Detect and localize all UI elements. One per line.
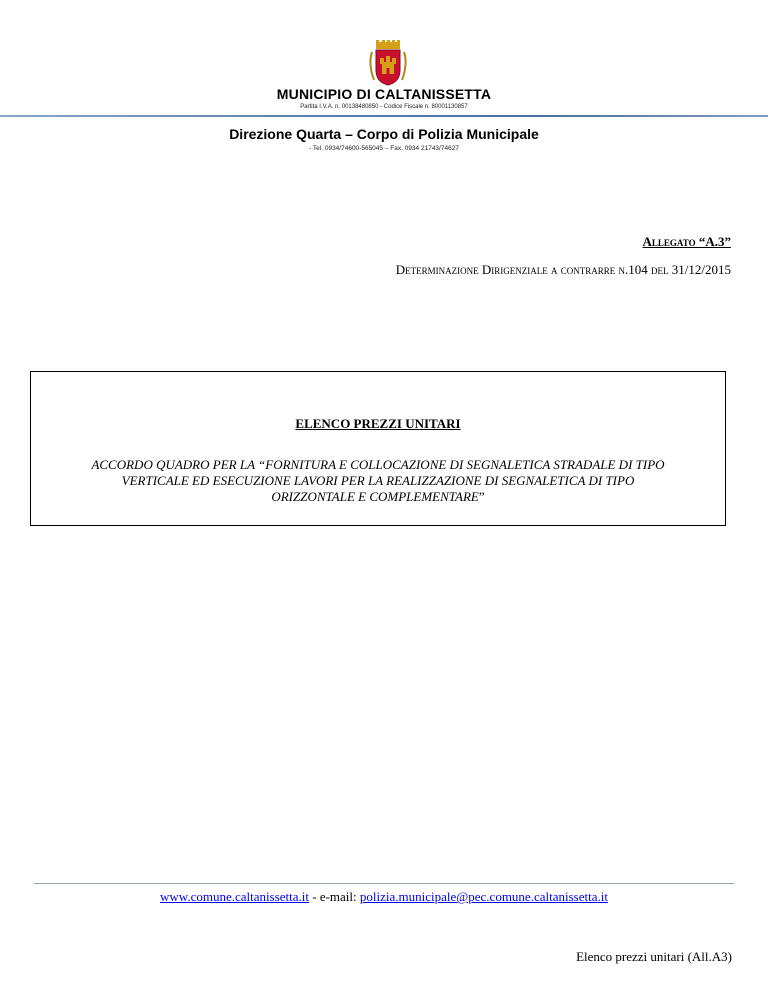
email-separator: - e-mail: (309, 889, 360, 904)
attachment-label: Allegato “A.3” (642, 234, 731, 249)
determination-reference: Determinazione Dirigenziale a contrarre n.104 del 31/12/2015 (395, 262, 731, 277)
box-title: ELENCO PREZZI UNITARI (295, 416, 461, 431)
description-line: VERTICALE ED ESECUZIONE LAVORI PER LA REALIZZAZIONE DI SEGNALETICA DI TIPO (121, 473, 635, 488)
title-box (30, 371, 726, 526)
department-title: Direzione Quarta – Corpo di Polizia Municipale (229, 126, 539, 142)
box-description (31, 457, 725, 505)
header-divider (0, 115, 768, 117)
footer-divider (34, 883, 734, 884)
contact-info: - Tel. 0934/74600-565045 – Fax. 0934 21743/74627 (309, 145, 459, 152)
website-link[interactable]: www.comune.caltanissetta.it (160, 889, 309, 904)
closing-quote: ” (478, 489, 485, 504)
coat-of-arms-icon (368, 40, 408, 86)
fiscal-info: Partita I.V.A. n. 00138480850 - Codice Fiscale n. 80001130857 (300, 104, 468, 110)
description-line (31, 489, 725, 505)
email-link[interactable]: polizia.municipale@pec.comune.caltanissetta.it (359, 889, 608, 904)
municipality-title: MUNICIPIO DI CALTANISSETTA (276, 86, 492, 102)
description-line-text: ORIZZONTALE E COMPLEMENTARE (271, 489, 479, 504)
page-footer-label: Elenco prezzi unitari (All.A3) (576, 949, 732, 964)
footer-contacts (0, 889, 768, 905)
description-line: ACCORDO QUADRO PER LA “FORNITURA E COLLOCAZIONE DI SEGNALETICA STRADALE DI TIPO (91, 457, 665, 472)
